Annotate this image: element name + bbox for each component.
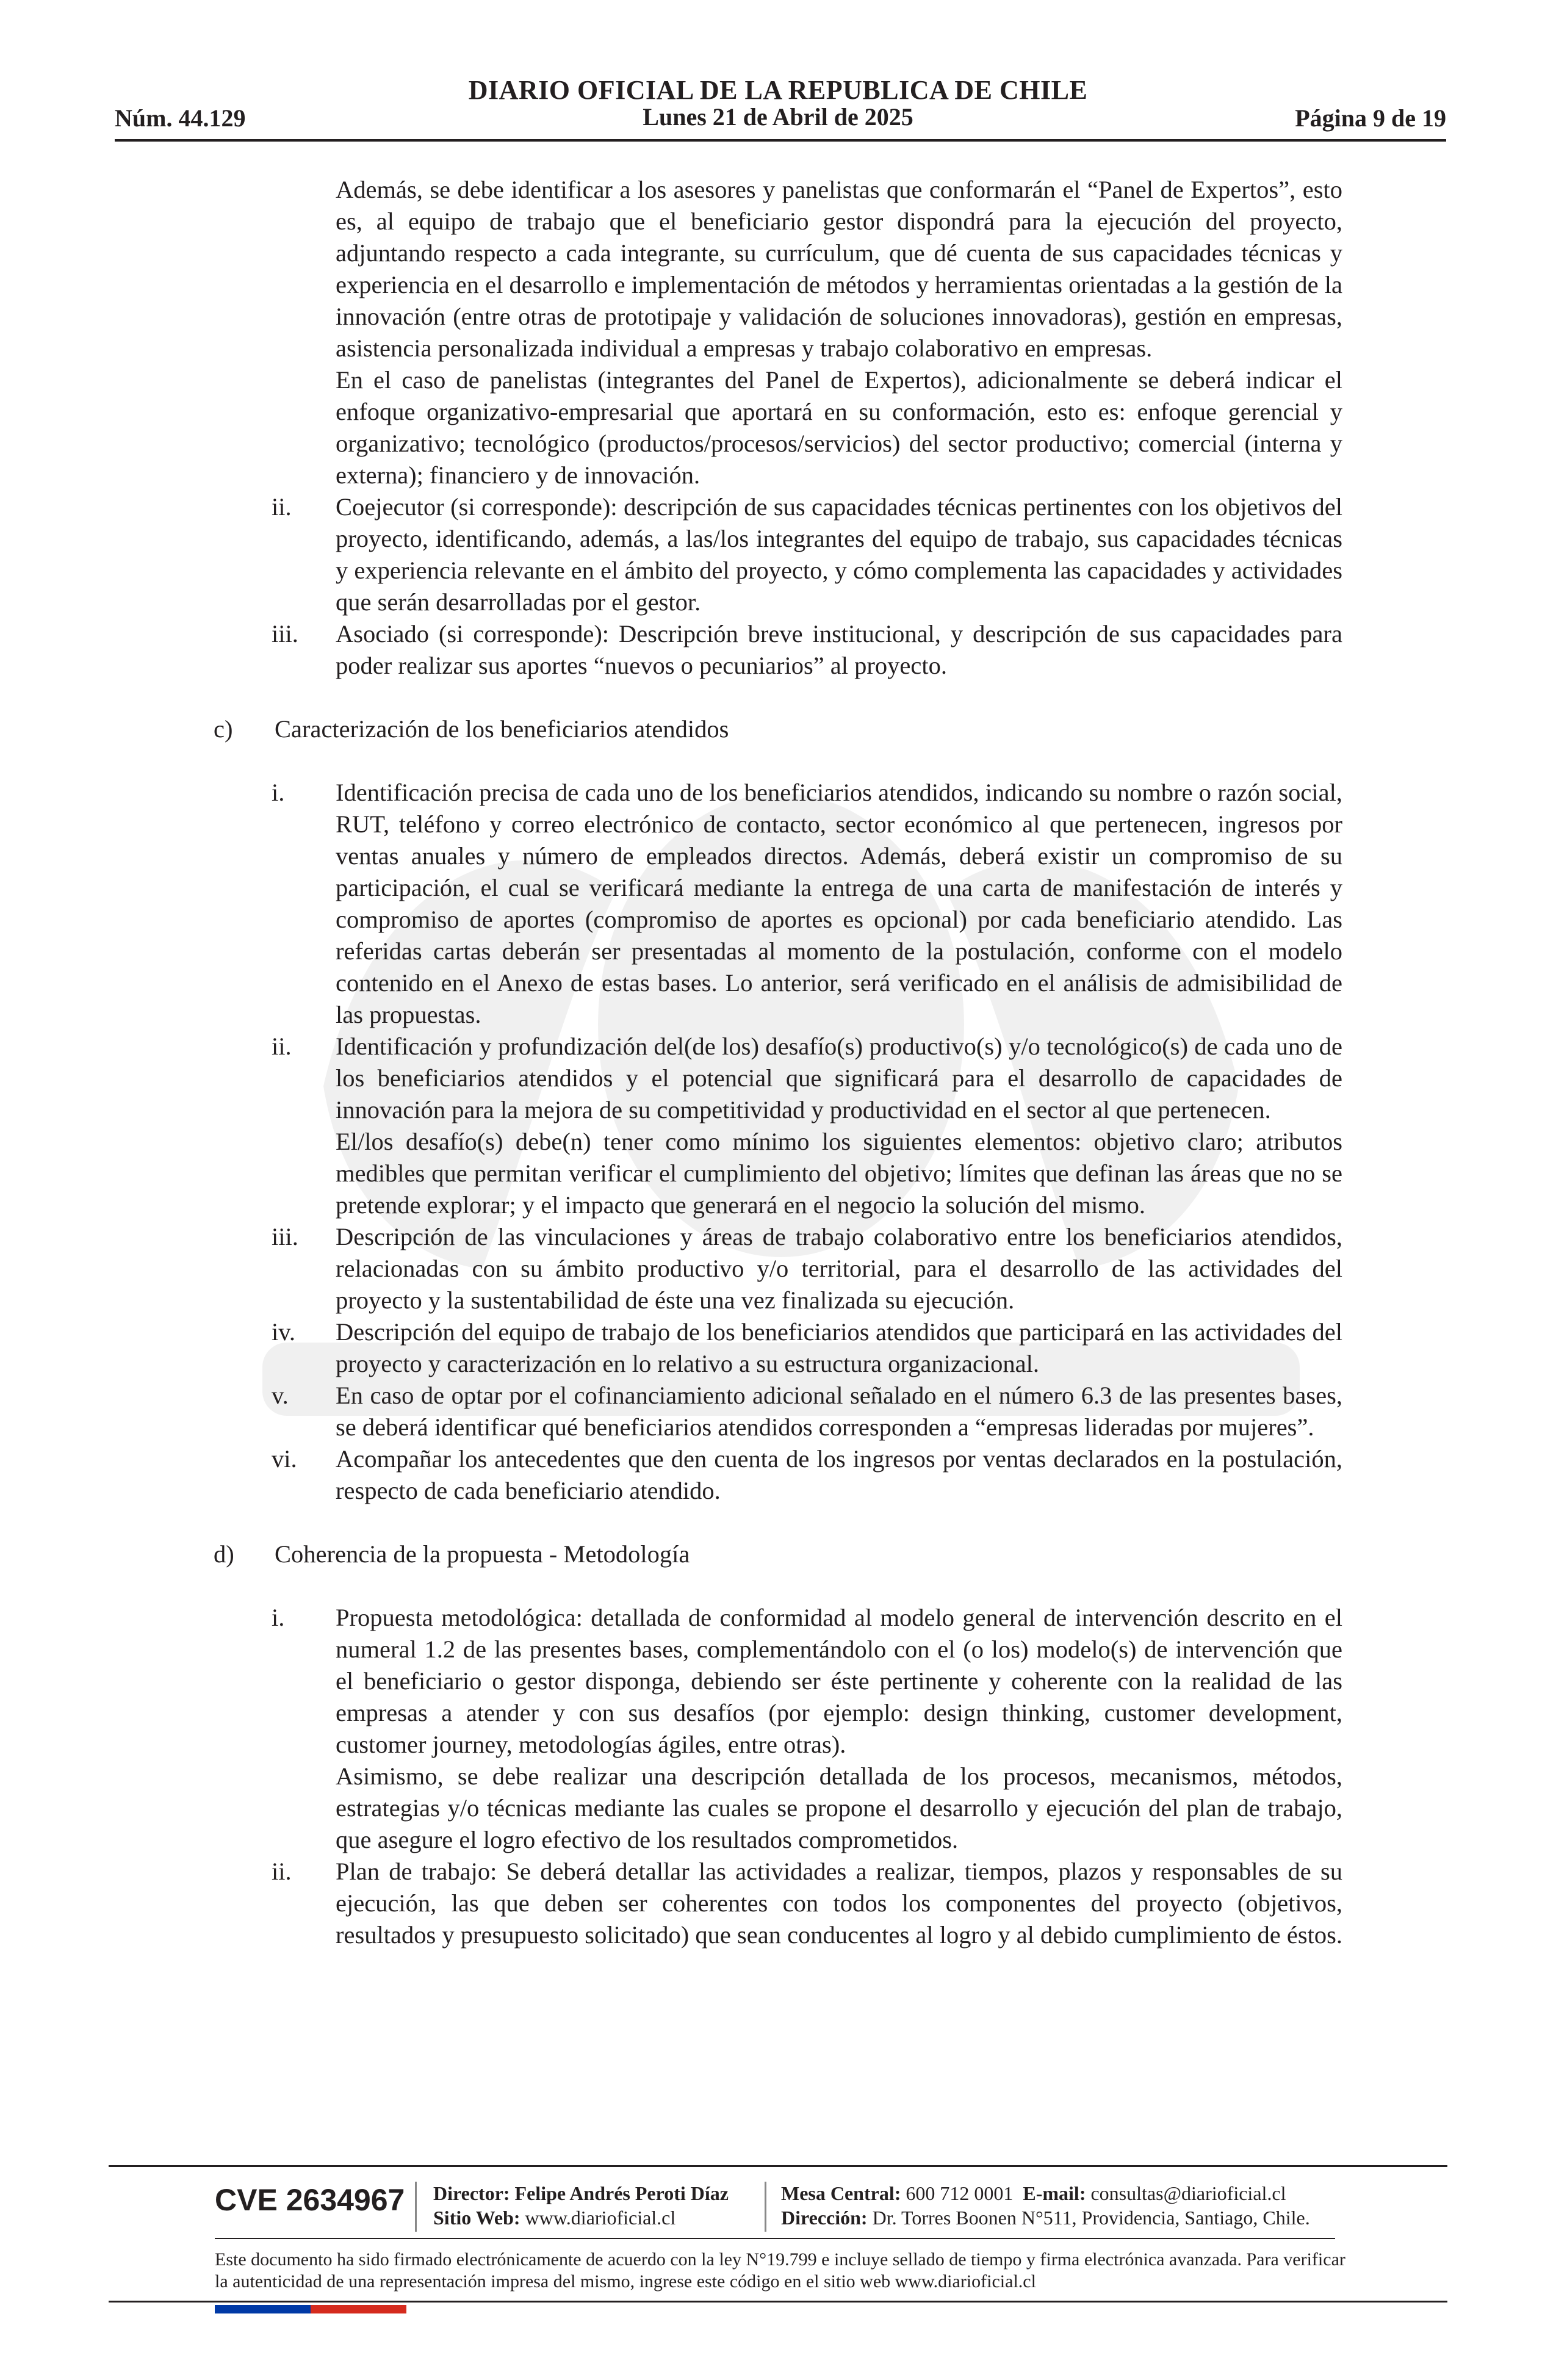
list-item <box>214 1316 1342 1380</box>
list-item-number: iii. <box>272 620 298 647</box>
list-item-text: Identificación y profundización del(de los) desafío(s) productivo(s) y/o tecnológico(s) de cada uno de los beneficiarios atendidos y el potencial que significará para el desarrollo de capacidades de innovación para la mejora de su competitividad y productividad en el sector al que pertenecen. <box>336 1033 1342 1123</box>
page-number: Página 9 de 19 <box>1295 104 1446 132</box>
list-item <box>214 1602 1342 1856</box>
list-item <box>214 1856 1342 1951</box>
list-item-number: vi. <box>272 1445 297 1473</box>
list-item-number: v. <box>272 1382 289 1409</box>
list-item-text: Propuesta metodológica: detallada de conformidad al modelo general de intervención descrito en el numeral 1.2 de las presentes bases, complementándolo con el (o los) modelo(s) de intervención que el beneficiario o gestor disponga, debiendo ser éste pertinente y coherente con la realidad de las empresas a atender y con sus desafíos (por ejemplo: design thinking, customer development, customer journey, metodologías ágiles, entre otras). <box>336 1604 1342 1758</box>
footer-separator <box>765 2182 766 2232</box>
list-item-text: Descripción de las vinculaciones y áreas de trabajo colaborativo entre los beneficiarios atendidos, relacionadas con su ámbito productivo y/o territorial, para el desarrollo de las actividades del proyecto y la sustentabilidad de éste una vez finalizada su ejecución. <box>336 1223 1342 1314</box>
list-item-number: i. <box>272 1604 285 1631</box>
issue-number: Núm. 44.129 <box>115 104 246 132</box>
list-item-number: i. <box>272 779 285 806</box>
list-item <box>214 777 1342 1031</box>
flag-stripe-blue <box>215 2305 311 2313</box>
list-item <box>214 1031 1342 1221</box>
list-item <box>214 1221 1342 1316</box>
list-item-number: ii. <box>272 1858 292 1885</box>
list-item-number: iii. <box>272 1223 298 1250</box>
document-body <box>214 174 1342 1951</box>
list-item-text: Coejecutor (si corresponde): descripción de sus capacidades técnicas pertinentes con los objetivos del proyecto, identificando, además, a las/los integrantes del equipo de trabajo, sus capacidades técnicas y experiencia relevante en el ámbito del proyecto, y cómo complementa las capacidades y actividades que serán desarrolladas por el gestor. <box>336 493 1342 616</box>
issue-date: Lunes 21 de Abril de 2025 <box>643 103 913 131</box>
address-label: Dirección: <box>781 2207 868 2229</box>
footer-divider <box>109 2165 1447 2167</box>
intro-paragraph-1: Además, se debe identificar a los asesores y panelistas que conformarán el “Panel de Expertos”, esto es, al equipo de trabajo que el beneficiario gestor dispondrá para la ejecución del proyecto, adjuntando respecto a cada integrante, su currículum, que dé cuenta de sus capacidades técnicas y experiencia en el desarrollo e implementación de métodos y herramientas orientadas a la gestión de la innovación (entre otras de prototipaje y validación de soluciones innovadoras), gestión en empresas, asistencia personalizada individual a empresas y trabajo colaborativo en empresas. <box>336 176 1342 362</box>
list-item-text: Descripción del equipo de trabajo de los beneficiarios atendidos que participará en las actividades del proyecto y caracterización en lo relativo a su estructura organizacional. <box>336 1318 1342 1377</box>
phone-label: Mesa Central: <box>781 2182 901 2204</box>
list-item <box>214 491 1342 618</box>
list-item-number: ii. <box>272 493 292 521</box>
section-number: d) <box>214 1540 234 1568</box>
list-item-number: ii. <box>272 1033 292 1060</box>
email-link[interactable]: consultas@diarioficial.cl <box>1090 2182 1286 2204</box>
footer-divider <box>109 2301 1447 2302</box>
director-name: Felipe Andrés Peroti Díaz <box>514 2182 729 2204</box>
list-item-text: Identificación precisa de cada uno de los beneficiarios atendidos, indicando su nombre o razón social, RUT, teléfono y correo electrónico de contacto, sector económico al que pertenecen, ingresos por ventas anuales y número de empleados directos. Además, deberá existir un compromiso de su participación, el cual se verificará mediante la entrega de una carta de manifestación de interés y compromiso de aportes (compromiso de aportes es opcional) por cada beneficiario atendido. Las referidas cartas deberán ser presentadas al momento de la postulación, conforme con el modelo contenido en el Anexo de estas bases. Lo anterior, será verificado en el análisis de admisibilidad de las propuestas. <box>336 779 1342 1028</box>
address: Dr. Torres Boonen N°511, Providencia, Santiago, Chile. <box>872 2207 1310 2229</box>
site-label: Sitio Web: <box>433 2207 520 2229</box>
list-item-text-continued: El/los desafío(s) debe(n) tener como mínimo los siguientes elementos: objetivo claro; atributos medibles que permitan verificar el cumplimiento del objetivo; límites que definan las áreas que no se pretende explorar; y el impacto que generará en el negocio la solución del mismo. <box>336 1128 1342 1219</box>
list-item-text: En caso de optar por el cofinanciamiento adicional señalado en el número 6.3 de las presentes bases, se deberá identificar qué beneficiarios atendidos corresponden a “empresas lideradas por mujeres”. <box>336 1382 1342 1441</box>
list-item-text: Plan de trabajo: Se deberá detallar las actividades a realizar, tiempos, plazos y responsables de su ejecución, las que deben ser coherentes con todos los componentes del proyecto (objetivos, resultados y presupuesto solicitado) que sean conducentes al logro y al debido cumplimiento de éstos. <box>336 1858 1342 1949</box>
list-item-text: Acompañar los antecedentes que den cuenta de los ingresos por ventas declarados en la postulación, respecto de cada beneficiario atendido. <box>336 1445 1342 1504</box>
section-title: Caracterización de los beneficiarios atendidos <box>275 715 729 743</box>
section-title: Coherencia de la propuesta - Metodología <box>275 1540 690 1568</box>
section-heading-c <box>214 713 1342 745</box>
list-item-text: Asociado (si corresponde): Descripción breve institucional, y descripción de sus capacidades para poder realizar sus aportes “nuevos o pecuniarios” al proyecto. <box>336 620 1342 679</box>
footer-contact-block <box>781 2181 1310 2230</box>
footer-director-block <box>433 2181 729 2230</box>
section-number: c) <box>214 715 233 743</box>
list-item <box>214 618 1342 682</box>
footer-separator <box>415 2182 417 2232</box>
list-item-number: iv. <box>272 1318 295 1346</box>
header-divider <box>115 139 1446 142</box>
list-item-text-continued: Asimismo, se debe realizar una descripción detallada de los procesos, mecanismos, métodos, estrategias y/o técnicas mediante las cuales se propone el desarrollo y ejecución del plan de trabajo, que asegure el logro efectivo de los resultados comprometidos. <box>336 1762 1342 1853</box>
cve-code: CVE 2634967 <box>215 2183 405 2217</box>
list-item <box>214 1443 1342 1507</box>
email-label: E-mail: <box>1023 2182 1086 2204</box>
legal-notice: Este documento ha sido firmado electrónicamente de acuerdo con la ley N°19.799 e incluye sellado de tiempo y firma electrónica avanzada. Para verificar la autenticidad de una representación impresa del mismo, ingrese este código en el sitio web www.diarioficial.cl <box>215 2249 1345 2292</box>
director-label: Director: <box>433 2182 510 2204</box>
flag-stripe-red <box>311 2305 406 2313</box>
list-item <box>214 1380 1342 1443</box>
phone-number: 600 712 0001 <box>906 2182 1014 2204</box>
site-link[interactable]: www.diarioficial.cl <box>525 2207 676 2229</box>
intro-paragraph-2: En el caso de panelistas (integrantes del Panel de Expertos), adicionalmente se deberá indicar el enfoque organizativo-empresarial que aportará en su conformación, esto es: enfoque gerencial y organizativo; tecnológico (productos/procesos/servicios) del sector productivo; comercial (interna y externa); financiero y de innovación. <box>336 366 1342 489</box>
section-heading-d <box>214 1538 1342 1570</box>
footer-divider <box>215 2238 1335 2239</box>
newspaper-title: DIARIO OFICIAL DE LA REPUBLICA DE CHILE <box>468 75 1088 105</box>
